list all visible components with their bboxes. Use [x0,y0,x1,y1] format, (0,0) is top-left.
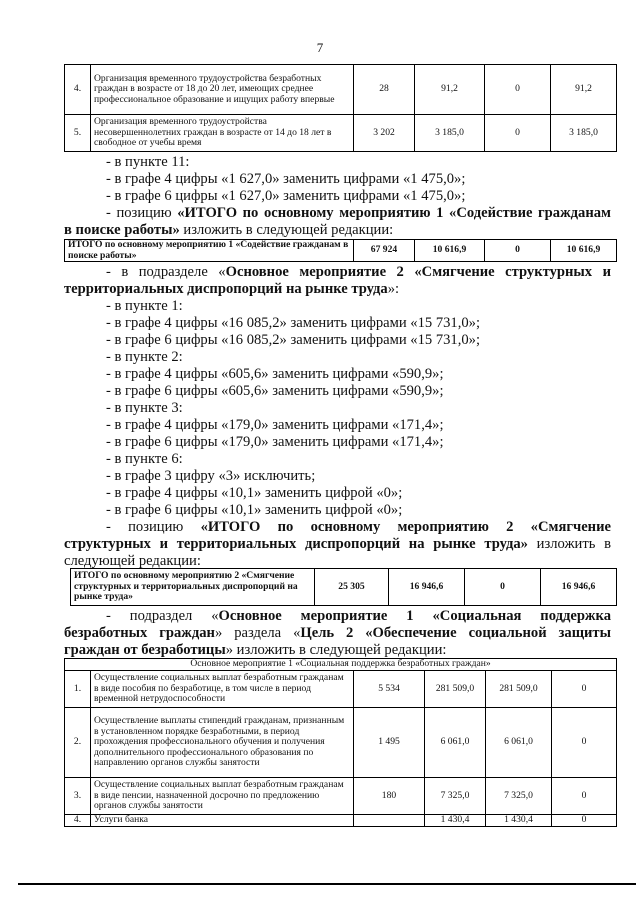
table-row [65,778,617,815]
text-line: - в графе 4 цифры «605,6» заменить цифрами «590,9»; [106,366,444,382]
table-employment-items [64,64,617,152]
row-name: Услуги банка [91,815,354,827]
text-fragment: - подраздел « [106,608,219,624]
text-line: - в графе 4 цифры «16 085,2» заменить цифрами «15 731,0»; [106,315,481,331]
text-line [64,625,611,642]
table-row [65,671,617,708]
table-row [65,815,617,827]
row-value-col3: 180 [354,778,425,815]
text-line: - в графе 4 цифры «179,0» заменить цифрами «171,4»; [106,417,444,433]
row-value-col4: 281 509,0 [425,671,486,708]
table-row [71,569,617,606]
text-fragment-bold: граждан от безработицы [64,642,226,658]
row-value-col6: 0 [552,671,617,708]
text-fragment: изложить в следующей редакции: [179,222,394,238]
table-social-support [64,658,617,827]
row-value-col6: 0 [552,708,617,778]
text-line: - в графе 4 цифры «10,1» заменить цифрой «0»; [106,485,403,501]
itogo-name: ИТОГО по основному мероприятию 2 «Смягчение структурных и территориальных диспропорций на рынке труда» [71,569,315,606]
text-fragment-bold: Цель 2 «Обеспечение социальной защиты [300,625,611,641]
text-line [106,608,611,625]
row-value-col3: 1 495 [354,708,425,778]
text-line: - в графе 6 цифры «1 627,0» заменить цифрами «1 475,0»; [106,188,466,204]
row-number: 1. [65,671,91,708]
text-fragment: » изложить в следующей редакции: [225,642,447,658]
itogo-value-col5: 0 [485,240,551,262]
text-fragment: - в подразделе « [106,264,226,280]
row-value-col6: 3 185,0 [551,115,617,152]
row-name: Организация временного трудоустройства несовершеннолетних граждан в возрасте от 14 до 18 лет в свободное от учебы время [91,115,354,152]
row-value-col6: 0 [552,778,617,815]
row-value-col5: 7 325,0 [486,778,552,815]
itogo-value-col4: 16 946,6 [389,569,465,606]
table-itogo-1 [64,239,617,262]
row-value-col4: 7 325,0 [425,778,486,815]
table-header-row [65,659,617,671]
text-line: - в пункте 11: [106,154,190,170]
row-value-col4: 6 061,0 [425,708,486,778]
text-line: - в пункте 6: [106,451,183,467]
table-row [65,65,617,115]
row-value-col6: 0 [552,815,617,827]
text-fragment: » раздела « [214,625,301,641]
text-line: - в графе 6 цифры «605,6» заменить цифрами «590,9»; [106,383,444,399]
row-name: Организация временного трудоустройства безработных граждан в возрасте от 18 до 20 лет, имеющих среднее профессиональное образование и ищущих работу впервые [91,65,354,115]
text-line: - в пункте 2: [106,349,183,365]
itogo-value-col3: 25 305 [315,569,389,606]
row-value-col6: 91,2 [551,65,617,115]
row-value-col4: 1 430,4 [425,815,486,827]
row-name: Осуществление выплаты стипендий гражданам, признанным в установленном порядке безработными, в период прохождения профессионального обучения и получения дополнительного профессионального образования по направлению органов службы занятости [91,708,354,778]
row-value-col5: 6 061,0 [486,708,552,778]
text-fragment-bold: «ИТОГО по основному мероприятию 1 «Содействие гражданам [177,205,611,221]
text-line [106,205,611,222]
row-number: 2. [65,708,91,778]
row-value-col3 [354,815,425,827]
text-fragment-bold: «ИТОГО по основному мероприятию 2 «Смягчение [200,519,611,535]
text-fragment-bold: безработных граждан [64,625,215,641]
row-number: 4. [65,65,91,115]
row-value-col5: 0 [485,115,551,152]
text-fragment: - позицию [106,519,201,535]
table-header: Основное мероприятие 1 «Социальная поддержка безработных граждан» [65,659,617,671]
text-line: - в графе 6 цифры «179,0» заменить цифрами «171,4»; [106,434,444,450]
table-row [65,115,617,152]
row-value-col5: 0 [485,65,551,115]
row-number: 3. [65,778,91,815]
text-fragment-bold: территориальных диспропорций на рынке труда [64,281,388,297]
row-value-col4: 91,2 [415,65,485,115]
row-value-col4: 3 185,0 [415,115,485,152]
row-name: Осуществление социальных выплат безработным гражданам в виде пособия по безработице, в том числе в период временной нетрудоспособности [91,671,354,708]
row-number: 4. [65,815,91,827]
itogo-name: ИТОГО по основному мероприятию 1 «Содействие гражданам в поиске работы» [65,240,354,262]
row-name: Осуществление социальных выплат безработным гражданам в виде пенсии, назначенной досрочно по предложению органов службы занятости [91,778,354,815]
text-line [64,222,393,239]
text-fragment-bold: в поиске работы» [64,222,180,238]
text-fragment: изложить в [527,536,611,552]
row-value-col5: 281 509,0 [486,671,552,708]
row-value-col5: 1 430,4 [486,815,552,827]
text-fragment-bold: Основное мероприятие 2 «Смягчение структурных и [225,264,612,280]
table-itogo-2 [70,568,617,606]
text-line: - в графе 4 цифры «1 627,0» заменить цифрами «1 475,0»; [106,171,466,187]
text-fragment-bold: Основное мероприятие 1 «Социальная поддержка [218,608,611,624]
itogo-value-col3: 67 924 [354,240,415,262]
itogo-value-col4: 10 616,9 [415,240,485,262]
text-line [64,281,399,298]
itogo-value-col5: 0 [465,569,541,606]
row-value-col3: 28 [354,65,415,115]
text-line: - в пункте 3: [106,400,183,416]
text-line [64,536,611,553]
itogo-value-col6: 16 946,6 [541,569,617,606]
itogo-value-col6: 10 616,9 [551,240,617,262]
table-row [65,240,617,262]
bottom-divider [18,883,636,885]
table-row [65,708,617,778]
text-fragment: - позицию [106,205,178,221]
text-line [64,642,447,659]
text-fragment: »: [387,281,400,297]
text-line: следующей редакции: [64,553,201,569]
text-line: - в графе 6 цифры «10,1» заменить цифрой «0»; [106,502,403,518]
text-line: - в пункте 1: [106,298,183,314]
text-fragment-bold: структурных и территориальных диспропорций на рынке труда» [64,536,528,552]
text-line [106,264,611,281]
text-line [106,519,611,536]
row-number: 5. [65,115,91,152]
row-value-col3: 3 202 [354,115,415,152]
text-line: - в графе 3 цифру «3» исключить; [106,468,316,484]
page-number: 7 [316,40,324,55]
text-line: - в графе 6 цифры «16 085,2» заменить цифрами «15 731,0»; [106,332,481,348]
row-value-col3: 5 534 [354,671,425,708]
